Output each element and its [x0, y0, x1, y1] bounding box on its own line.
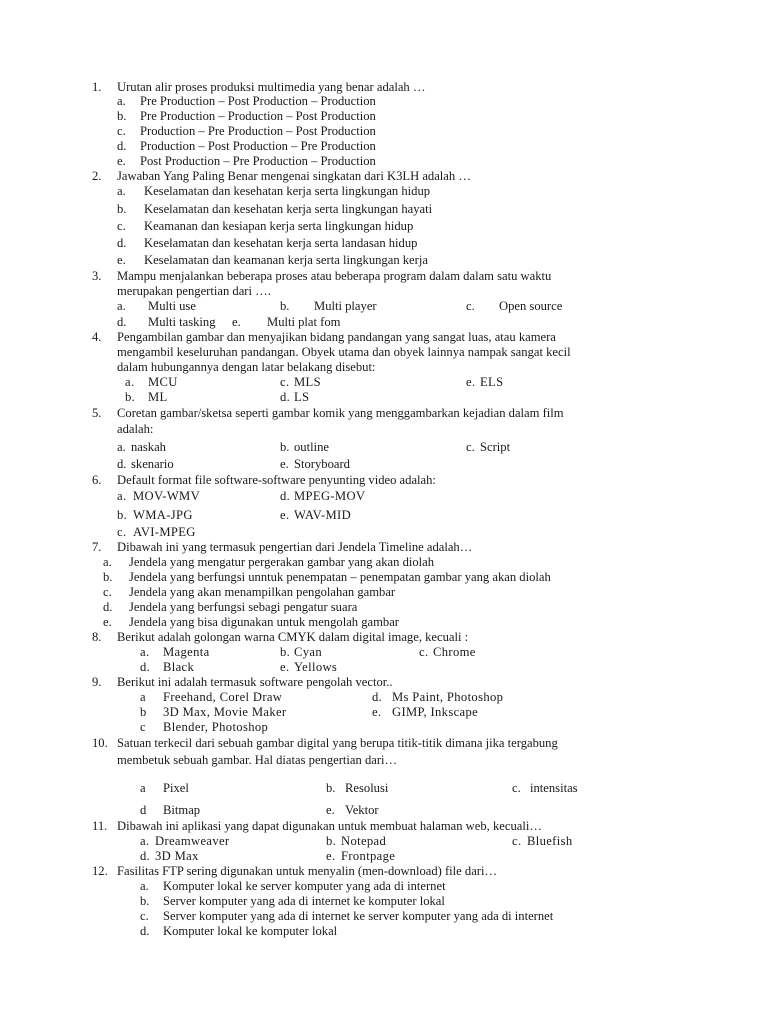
option-text: Open source	[499, 299, 563, 313]
option-text: Jendela yang mengatur pergerakan gambar yang akan diolah	[129, 555, 435, 569]
question-number: 3.	[92, 269, 102, 283]
option-letter: c.	[466, 299, 475, 313]
option-text: Production – Pre Production – Post Production	[140, 124, 376, 138]
question-text: Pengambilan gambar dan menyajikan bidang pandangan yang sangat luas, atau kamera	[117, 330, 556, 344]
question-number: 7.	[92, 540, 102, 554]
option-text: Keselamatan dan kesehatan kerja serta landasan hidup	[144, 236, 418, 250]
option-text: skenario	[131, 457, 174, 471]
option-letter: d.	[280, 489, 291, 503]
option-letter: b.	[117, 202, 127, 216]
option-text: intensitas	[530, 781, 578, 795]
option-text: Pre Production – Production – Post Production	[140, 109, 376, 123]
option-text: Server komputer yang ada di internet ke komputer lokal	[163, 894, 445, 908]
option-text: Jendela yang berfungsi unntuk penempatan – penempatan gambar yang akan diolah	[129, 570, 551, 584]
option-letter: b.	[326, 781, 336, 795]
option-letter: c.	[466, 440, 475, 454]
option-letter: c.	[280, 375, 290, 389]
option-letter: a.	[117, 184, 126, 198]
option-text: MCU	[148, 375, 178, 389]
option-letter: a.	[140, 645, 150, 659]
option-text: Multi use	[148, 299, 196, 313]
option-text: Bluefish	[527, 834, 573, 848]
option-letter: a	[140, 690, 146, 704]
option-letter: b	[140, 705, 147, 719]
question-text: Urutan alir proses produksi multimedia yang benar adalah …	[117, 80, 426, 94]
option-text: LS	[294, 390, 310, 404]
option-letter: c.	[140, 909, 149, 923]
option-letter: c.	[512, 781, 521, 795]
option-text: naskah	[131, 440, 166, 454]
option-letter: e.	[326, 849, 336, 863]
question-number: 9.	[92, 675, 102, 689]
option-letter: a.	[140, 879, 149, 893]
option-letter: b.	[280, 440, 290, 454]
question-text: Jawaban Yang Paling Benar mengenai singkatan dari K3LH adalah …	[117, 169, 471, 183]
option-letter: d	[140, 803, 147, 817]
question-text: Berikut ini adalah termasuk software pengolah vector..	[117, 675, 393, 689]
option-text: 3D Max	[155, 849, 199, 863]
option-text: WAV-MID	[294, 508, 352, 522]
question-text: adalah:	[117, 422, 154, 436]
option-letter: d.	[117, 139, 127, 153]
option-letter: c.	[512, 834, 522, 848]
option-letter: b.	[117, 508, 128, 522]
option-letter: a.	[117, 489, 127, 503]
question-number: 8.	[92, 630, 102, 644]
question-number: 11.	[92, 819, 108, 833]
option-letter: b.	[140, 894, 150, 908]
option-text: MLS	[294, 375, 321, 389]
option-text: Keamanan dan kesiapan kerja serta lingkungan hidup	[144, 219, 414, 233]
option-text: Production – Post Production – Pre Production	[140, 139, 376, 153]
option-text: GIMP, Inkscape	[392, 705, 479, 719]
option-text: Pixel	[163, 781, 189, 795]
option-text: Keselamatan dan kesehatan kerja serta lingkungan hidup	[144, 184, 431, 198]
option-letter: d.	[372, 690, 383, 704]
question-text: Berikut adalah golongan warna CMYK dalam digital image, kecuali :	[117, 630, 469, 644]
option-letter: c.	[117, 219, 126, 233]
option-text: Vektor	[345, 803, 379, 817]
question-number: 6.	[92, 473, 102, 487]
option-text: WMA-JPG	[133, 508, 193, 522]
option-text: Script	[480, 440, 511, 454]
option-text: Ms Paint, Photoshop	[392, 690, 504, 704]
option-text: Freehand, Corel Draw	[163, 690, 283, 704]
option-text: Bitmap	[163, 803, 201, 817]
option-text: Multi player	[314, 299, 377, 313]
option-text: Chrome	[433, 645, 476, 659]
option-text: Resolusi	[345, 781, 389, 795]
option-letter: d.	[117, 457, 127, 471]
option-text: Komputer lokal ke komputer lokal	[163, 924, 338, 938]
option-text: MPEG-MOV	[294, 489, 366, 503]
option-text: Jendela yang berfungsi sebagi pengatur suara	[129, 600, 358, 614]
option-text: Frontpage	[341, 849, 396, 863]
option-text: Storyboard	[294, 457, 350, 471]
option-letter: d.	[140, 660, 151, 674]
option-letter: d.	[140, 924, 150, 938]
option-text: MOV-WMV	[133, 489, 201, 503]
option-letter: e.	[280, 660, 290, 674]
option-letter: d.	[280, 390, 291, 404]
option-letter: e.	[466, 375, 476, 389]
option-text: Komputer lokal ke server komputer yang ada di internet	[163, 879, 446, 893]
option-letter: e.	[280, 457, 289, 471]
option-text: Keselamatan dan keamanan kerja serta lingkungan kerja	[144, 253, 428, 267]
option-letter: e.	[326, 803, 335, 817]
option-letter: a.	[117, 299, 126, 313]
option-text: Server komputer yang ada di internet ke server komputer yang ada di internet	[163, 909, 554, 923]
option-text: ML	[148, 390, 168, 404]
option-letter: a.	[117, 440, 126, 454]
option-letter: c.	[117, 124, 126, 138]
question-text: Default format file software-software penyunting video adalah:	[117, 473, 436, 487]
question-text: mengambil keseluruhan pandangan. Obyek utama dan obyek lainnya nampak sangat kecil	[117, 345, 571, 359]
question-text: Dibawah ini yang termasuk pengertian dari Jendela Timeline adalah…	[117, 540, 473, 554]
option-letter: b.	[326, 834, 337, 848]
option-letter: c	[140, 720, 146, 734]
option-text: Post Production – Pre Production – Production	[140, 154, 376, 168]
option-text: 3D Max, Movie Maker	[163, 705, 287, 719]
option-letter: a.	[103, 555, 112, 569]
option-letter: d.	[140, 849, 151, 863]
option-letter: a.	[125, 375, 135, 389]
option-text: Yellows	[294, 660, 338, 674]
option-text: Dreamweaver	[155, 834, 230, 848]
option-text: Pre Production – Post Production – Production	[140, 94, 376, 108]
option-letter: a.	[140, 834, 150, 848]
question-text: Coretan gambar/sketsa seperti gambar komik yang menggambarkan kejadian dalam film	[117, 406, 564, 420]
question-number: 4.	[92, 330, 102, 344]
option-letter: b.	[103, 570, 113, 584]
option-text: Cyan	[294, 645, 322, 659]
option-text: Multi plat fom	[267, 315, 341, 329]
question-text: membetuk sebuah gambar. Hal diatas pengertian dari…	[117, 753, 398, 767]
option-letter: a.	[117, 94, 126, 108]
option-letter: c.	[103, 585, 112, 599]
option-text: ELS	[480, 375, 504, 389]
question-number: 1.	[92, 80, 102, 94]
option-letter: d.	[117, 315, 127, 329]
question-text: Mampu menjalankan beberapa proses atau beberapa program dalam dalam satu waktu	[117, 269, 552, 283]
question-number: 10.	[92, 736, 108, 750]
option-text: Keselamatan dan kesehatan kerja serta lingkungan hayati	[144, 202, 433, 216]
option-letter: c.	[419, 645, 429, 659]
option-text: Jendela yang akan menampilkan pengolahan gambar	[129, 585, 396, 599]
question-text: Dibawah ini aplikasi yang dapat digunakan untuk membuat halaman web, kecuali…	[117, 819, 542, 833]
option-text: Black	[163, 660, 195, 674]
option-letter: b.	[280, 299, 290, 313]
question-text: Fasilitas FTP sering digunakan untuk menyalin (men-download) file dari…	[117, 864, 498, 878]
question-number: 5.	[92, 406, 102, 420]
option-letter: e.	[280, 508, 290, 522]
option-text: Notepad	[341, 834, 387, 848]
option-text: Multi tasking	[148, 315, 216, 329]
option-letter: e.	[103, 615, 112, 629]
option-text: Blender, Photoshop	[163, 720, 269, 734]
question-text: merupakan pengertian dari ….	[117, 284, 271, 298]
option-letter: d.	[117, 236, 127, 250]
option-text: outline	[294, 440, 329, 454]
option-text: AVI-MPEG	[133, 525, 196, 539]
question-text: dalam hubungannya dengan latar belakang disebut:	[117, 360, 376, 374]
option-letter: c.	[117, 525, 127, 539]
option-letter: e.	[232, 315, 241, 329]
option-letter: e.	[372, 705, 382, 719]
option-text: Jendela yang bisa digunakan untuk mengolah gambar	[129, 615, 399, 629]
option-letter: d.	[103, 600, 113, 614]
question-text: Satuan terkecil dari sebuah gambar digital yang berupa titik-titik dimana jika tergabung	[117, 736, 558, 750]
option-letter: e.	[117, 253, 126, 267]
question-number: 2.	[92, 169, 102, 183]
option-letter: e.	[117, 154, 126, 168]
option-letter: b.	[125, 390, 136, 404]
option-letter: a	[140, 781, 146, 795]
option-letter: b.	[117, 109, 127, 123]
option-text: Magenta	[163, 645, 210, 659]
option-letter: b.	[280, 645, 291, 659]
question-number: 12.	[92, 864, 108, 878]
